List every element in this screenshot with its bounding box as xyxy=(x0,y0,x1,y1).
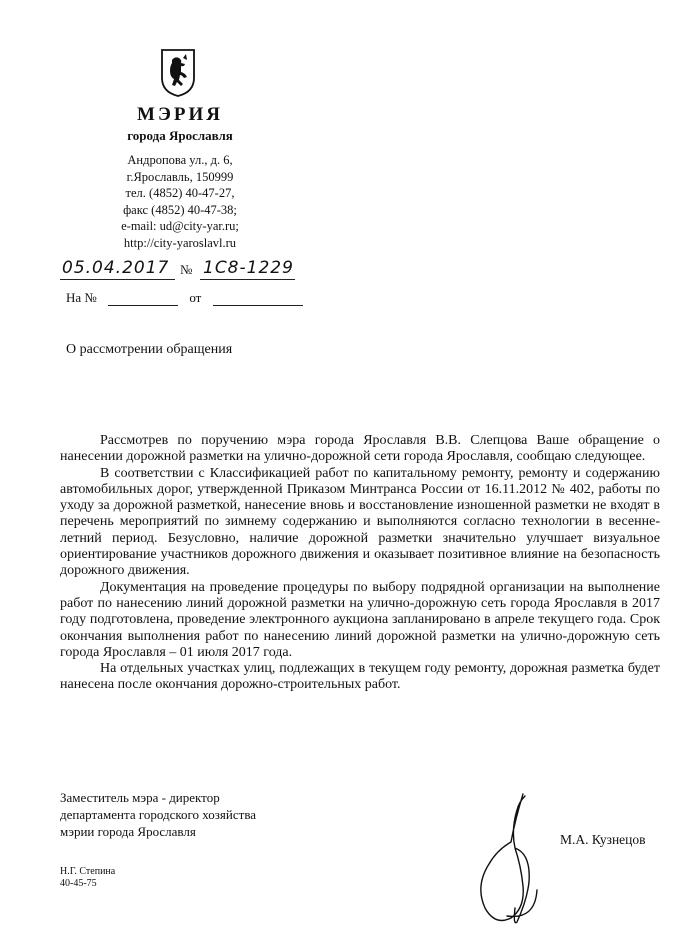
number-underline xyxy=(200,279,295,280)
body-paragraph: На отдельных участках улиц, подлежащих в текущем году ремонту, дорожная разметка будет нанесена после окончания дорожно-строительных работ. xyxy=(60,661,660,693)
body-paragraph: Рассмотрев по поручению мэра города Ярославля В.В. Слепцова Ваше обращение о нанесении дорожной разметки на улично-дорожной сети города Ярославля, сообщаю следующее. xyxy=(60,433,660,465)
email-line: e-mail: ud@city-yar.ru; xyxy=(121,219,239,233)
website-line: http://city-yaroslavl.ru xyxy=(123,235,237,250)
org-title: МЭРИЯ xyxy=(137,104,223,125)
yaroslavl-bear-emblem-icon xyxy=(160,48,196,98)
address-line: г.Ярославль, 150999 xyxy=(126,169,234,184)
date-underline xyxy=(60,279,175,280)
reply-prefix: На № xyxy=(66,290,97,305)
signatory-title-line: Заместитель мэра - директор xyxy=(60,790,220,805)
reply-number-blank xyxy=(108,293,178,306)
reply-reference xyxy=(66,290,303,306)
signatory-name: М.А. Кузнецов xyxy=(560,832,646,847)
registration-date: 05.04.2017 xyxy=(62,258,170,278)
registration-number: 1С8-1229 xyxy=(203,258,294,278)
body-paragraph: Документация на проведение процедуры по выбору подрядной организации на выполнение работ по нанесению линий дорожной разметки на улично-дорожную сеть города Ярославля в 2017 году подготовлена, проведение электронного аукциона запланировано в апреле текущего года. Срок окончания выполнения работ по нанесению линий дорожной разметки на улично-дорожную сеть города Ярославля – 01 июля 2017 года. xyxy=(60,579,660,660)
reply-from: от xyxy=(189,290,202,305)
letter-subject: О рассмотрении обращения xyxy=(66,342,233,357)
org-subtitle: города Ярославля xyxy=(127,128,233,143)
signatory-title-line: департамента городского хозяйства xyxy=(60,807,257,822)
executor-phone: 40-45-75 xyxy=(60,878,97,889)
letter-body xyxy=(60,433,660,694)
reply-date-blank xyxy=(213,293,303,306)
address-line: Андропова ул., д. 6, xyxy=(127,153,233,167)
address-line: факс (4852) 40-47-38; xyxy=(123,202,237,217)
number-sign: № xyxy=(180,262,193,277)
address-line: тел. (4852) 40-47-27, xyxy=(125,186,235,200)
signatory-title-line: мэрии города Ярославля xyxy=(60,824,196,839)
org-address xyxy=(100,152,260,251)
signatory-title xyxy=(60,789,256,840)
body-paragraph: В соответствии с Классификацией работ по капитальному ремонту, ремонту и содержанию автомобильных дорог, утвержденной Приказом Минтранса России от 16.11.2012 № 402, работы по уходу за дорожной разметкой, нанесение вновь и восстановление изношенной разметки не входят в перечень мероприятий по зимнему содержанию и выполняются согласно технологии в весенне-летний период. Безусловно, наличие дорожной разметки значительно улучшает визуальное ориентирование участников дорожного движения и оказывает позитивное влияние на безопасность дорожного движения. xyxy=(60,465,660,579)
executor-info xyxy=(60,866,115,890)
handwritten-signature xyxy=(445,790,575,930)
executor-name: Н.Г. Степина xyxy=(60,866,116,877)
